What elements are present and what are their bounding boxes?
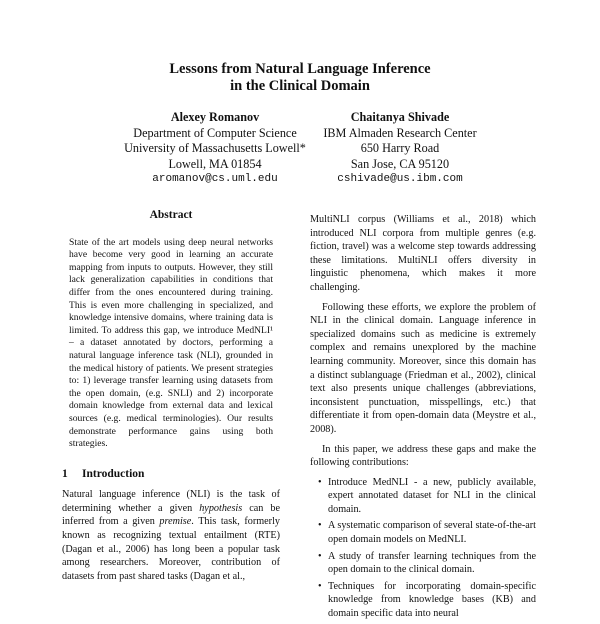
intro-paragraph [62, 488, 280, 583]
author-city: San Jose, CA 95120 [350, 156, 450, 171]
author-organization: 650 Harry Road [360, 141, 440, 155]
list-item: • Introduce MedNLI - a new, publicly available, expert annotated dataset for NLI in the clinical domain. [328, 476, 536, 517]
author-email: aromanov@cs.uml.edu [152, 173, 278, 185]
section-heading [62, 468, 280, 482]
intro-text-c: . This task, formerly known as recognizing textual entailment (RTE) (Dagan et al., 2006) has long been a popular task among researchers. Moreover, contribution of datasets from past shared tasks (Dagan et al., [62, 516, 280, 582]
body-paragraph: In this paper, we address these gaps and make the following contributions: [310, 443, 536, 469]
intro-text-b: can be inferred from a given [62, 502, 280, 528]
intro-term-premise: premise [159, 516, 192, 528]
contributions-list [310, 476, 536, 621]
abstract-heading: Abstract [149, 209, 193, 221]
author-name: Chaitanya Shivade [350, 110, 450, 124]
title-line-2: in the Clinical Domain [230, 78, 370, 94]
list-item: • A study of transfer learning techniques from the open domain to the clinical domain. [328, 550, 536, 577]
abstract-text: State of the art models using deep neural networks have become very good in learning an accurate mapping from inputs to outputs. However, they still lack generalization capabilities in conditions that differ from the ones encountered during training. This is even more challenging in specialized, and knowledge intensive domains, where training data is limited. To address this gap, we introduce MedNLI¹ – a dataset annotated by doctors, performing a natural language inference task (NLI), grounded in the medical history of patients. We present strategies to: 1) leverage transfer learning using datasets from the open domain, (e.g. SNLI) and 2) incorporate domain knowledge from external data and lexical sources (e.g. medical terminologies). Our results demonstrate performance gains using both strategies. [69, 236, 273, 450]
author-name: Alexey Romanov [170, 110, 260, 124]
body-paragraph: Following these efforts, we explore the problem of NLI in the clinical domain. Language inference in specialized domains such as medicine is extremely complex and remains unexplored by the machine learning community. Moreover, since this domain has a distinct sublanguage (Friedman et al., 2002), clinical text also presents unique challenges (abbreviations, inconsistent punctuation, misspellings, etc.) that differentiate it from open-domain data (Meystre et al., 2008). [310, 301, 536, 435]
author-department: IBM Almaden Research Center [323, 125, 477, 140]
right-column [310, 213, 536, 624]
title-line-1: Lessons from Natural Language Inference [169, 61, 431, 77]
author-email: cshivade@us.ibm.com [337, 173, 463, 185]
intro-text-a: Natural language inference (NLI) is the task of determining whether a given [62, 489, 280, 514]
list-item: • Techniques for incorporating domain-specific knowledge from knowledge bases (KB) and domain specific data into neural [328, 580, 536, 621]
list-item: • A systematic comparison of several state-of-the-art open domain models on MedNLI. [328, 519, 536, 546]
section-number: 1 [62, 467, 68, 480]
body-paragraph: MultiNLI corpus (Williams et al., 2018) which introduced NLI corpora from multiple genres (e.g. fiction, travel) was a welcome step towards addressing these limitations. MultiNLI offers diversity in linguistic phenomena, which makes it more challenging. [310, 214, 536, 293]
author-department: Department of Computer Science [133, 125, 297, 140]
section-title: Introduction [82, 467, 145, 480]
intro-term-hypothesis: hypothesis [199, 502, 243, 514]
author-organization: University of Massachusetts Lowell* [124, 141, 306, 155]
left-column [62, 209, 280, 589]
author-block-2 [280, 110, 520, 188]
paper-title [0, 61, 600, 95]
author-city: Lowell, MA 01854 [168, 156, 262, 171]
